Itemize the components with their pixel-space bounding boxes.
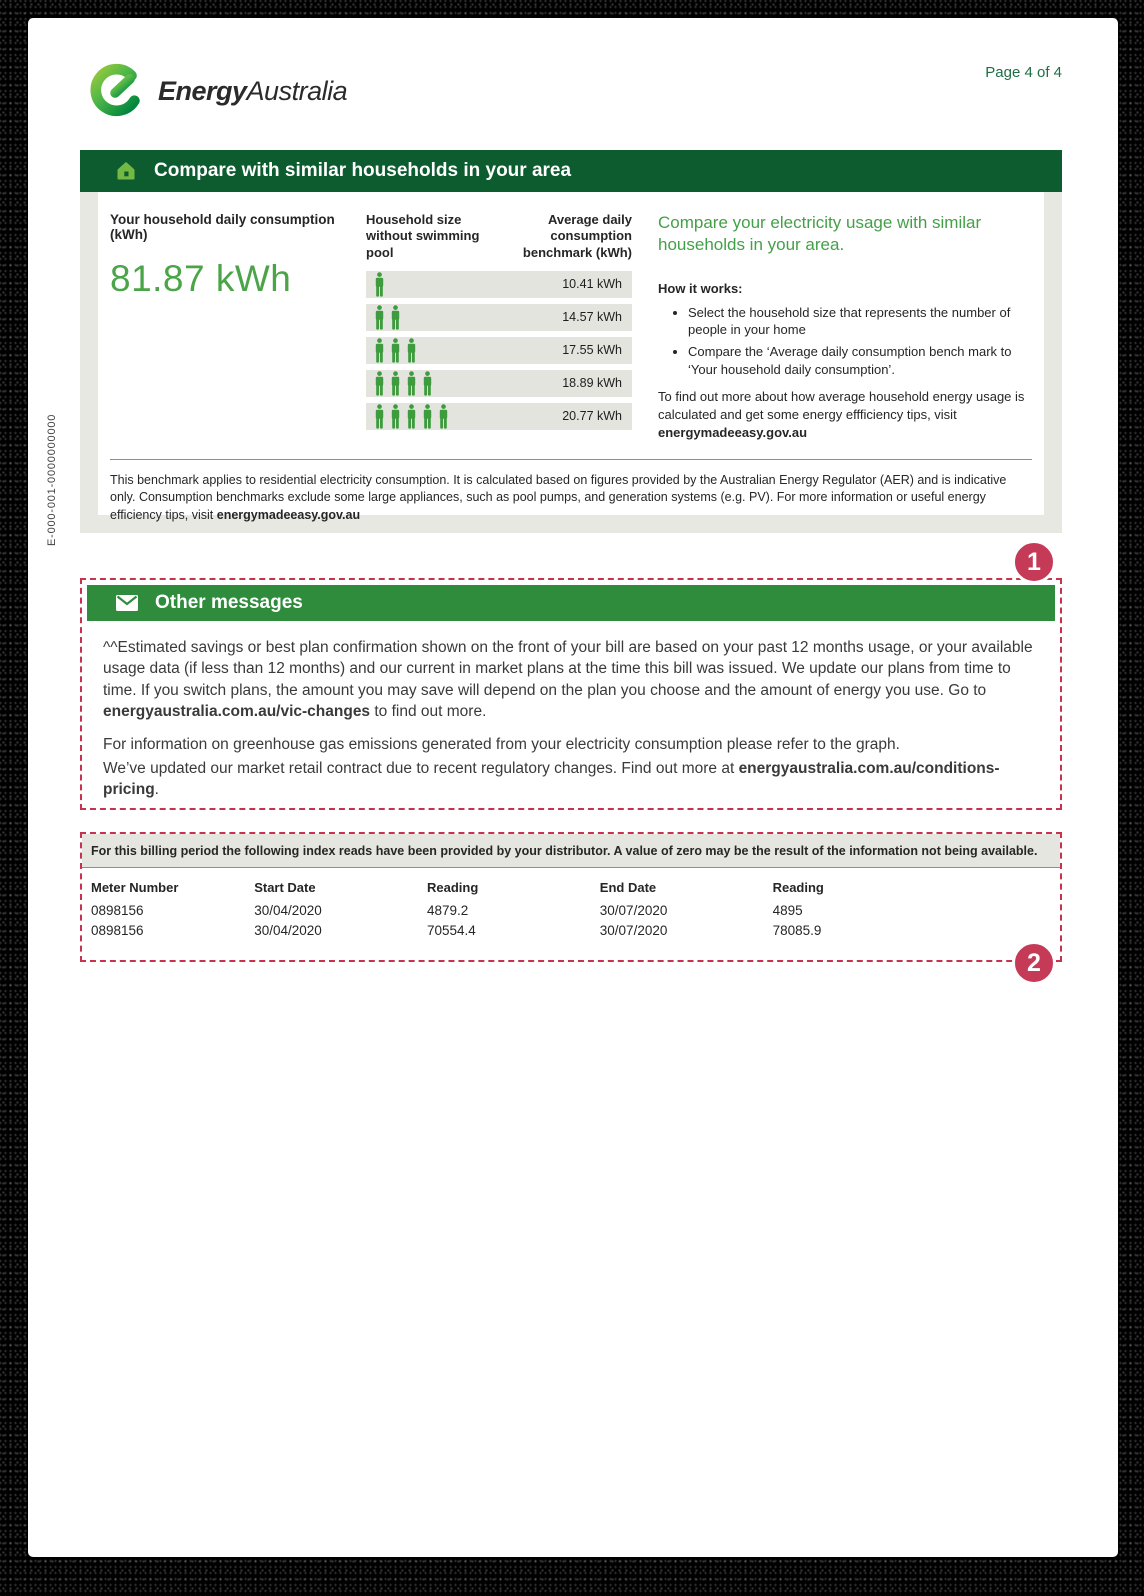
benchmark-row	[366, 304, 632, 331]
message-paragraph-3	[103, 758, 1039, 801]
benchmark-value: 10.41 kWh	[562, 277, 622, 292]
message-paragraph-2: For information on greenhouse gas emissions generated from your electricity consumption please refer to the graph.	[103, 735, 900, 753]
aside-heading: Compare your electricity usage with similar households in your area.	[658, 213, 982, 255]
person-icon	[374, 371, 385, 396]
compare-aside	[658, 212, 1032, 443]
energyaustralia-logo-icon	[88, 62, 146, 120]
table-cell: 30/07/2020	[599, 903, 668, 918]
benchmark-column	[366, 212, 632, 443]
page-number: Page 4 of 4	[985, 64, 1062, 81]
person-icons	[374, 272, 385, 297]
person-icon	[406, 404, 417, 429]
table-row	[91, 901, 1051, 921]
person-icon	[422, 404, 433, 429]
disclaimer-text: This benchmark applies to residential electricity consumption. It is calculated based on figures provided by the Australian Energy Regulator (AER) and is indicative only. Consumption benchmarks exclude some large appliances, such as pool pumps, and generation systems (e.g. PV). For more information or useful energy efficiency tips, visit	[110, 472, 1007, 522]
how-it-works-bullet: • Select the household size that represents the number of people in your home	[688, 304, 1028, 339]
benchmark-disclaimer	[110, 459, 1032, 525]
consumption-value: 81.87 kWh	[110, 258, 292, 299]
how-it-works-label: How it works:	[658, 280, 743, 296]
table-cell: 4895	[772, 903, 803, 918]
message-paragraph-1	[103, 637, 1039, 723]
how-it-works-bullet: • Compare the ‘Average daily consumption bench mark to ‘Your household daily consumption’.	[688, 343, 1028, 378]
table-cell: 30/04/2020	[254, 923, 322, 938]
benchmark-row	[366, 271, 632, 298]
brand-regular: Australia	[246, 75, 348, 106]
table-row	[91, 921, 1051, 941]
person-icon	[390, 338, 401, 363]
person-icon	[374, 272, 385, 297]
person-icons	[374, 404, 449, 429]
person-icon	[374, 305, 385, 330]
consumption-label: Your household daily consumption (kWh)	[110, 212, 335, 242]
disclaimer-link: energymadeeasy.gov.au	[216, 507, 361, 522]
benchmark-rows	[366, 271, 632, 430]
table-column-header: Reading	[426, 880, 479, 895]
person-icon	[390, 404, 401, 429]
table-header-row	[91, 876, 1051, 901]
compare-panel	[80, 192, 1062, 533]
how-it-works-bullets	[688, 304, 1028, 378]
aside-more-text: To find out more about how average household energy usage is calculated and get some energy effficiency tips, visit	[658, 389, 1025, 423]
message-3-text: We’ve updated our market retail contract due to recent regulatory changes. Find out more at	[103, 759, 739, 777]
benchmark-value: 18.89 kWh	[562, 376, 622, 391]
conditions-pricing-link: energyaustralia.com.au/conditions-pricing	[103, 759, 1000, 799]
bill-page	[28, 18, 1118, 1557]
energyaustralia-logo	[88, 62, 347, 120]
benchmark-row	[366, 337, 632, 364]
annotation-badge-1: 1	[1012, 540, 1056, 584]
document-side-code: E-000-001-0000000000	[46, 413, 58, 546]
other-messages-body	[87, 621, 1055, 801]
other-messages-title: Other messages	[155, 592, 303, 613]
annotation-badge-2: 2	[1012, 941, 1056, 985]
index-reads-table	[91, 876, 1051, 941]
table-cell: 4879.2	[426, 903, 469, 918]
person-icon	[390, 371, 401, 396]
person-icon	[390, 305, 401, 330]
brand-bold: Energy	[158, 75, 247, 106]
table-column-header: Reading	[772, 880, 824, 895]
table-cell: 0898156	[91, 903, 144, 918]
table-column-header: End Date	[599, 880, 657, 895]
aside-more-info	[658, 388, 1028, 443]
benchmark-row	[366, 403, 632, 430]
table-body	[91, 901, 1051, 941]
person-icon	[374, 338, 385, 363]
compare-section-title: Compare with similar households in your area	[154, 160, 572, 181]
household-size-header: Household size without swimming pool	[366, 212, 480, 260]
person-icon	[422, 371, 433, 396]
energymadeeasy-link: energymadeeasy.gov.au	[658, 425, 808, 441]
message-3-tail: .	[154, 781, 159, 799]
table-cell: 30/04/2020	[254, 903, 322, 918]
person-icons	[374, 338, 417, 363]
message-1-tail: to find out more.	[370, 703, 487, 721]
house-icon	[114, 159, 138, 183]
page-header	[88, 56, 1062, 126]
message-1-text: ^^Estimated savings or best plan confirmation shown on the front of your bill are based on your past 12 months usage, or your available usage data (if less than 12 months) and our current in market plans at the time this bill was issued. We update our plans from time to time. If you switch plans, the amount you may save will depend on the plan you choose and the amount of energy you use. Go to	[103, 639, 1033, 699]
brand-wordmark	[158, 76, 347, 107]
benchmark-row	[366, 370, 632, 397]
index-reads-table-wrap	[82, 868, 1060, 941]
person-icon	[374, 404, 385, 429]
table-cell: 0898156	[91, 923, 144, 938]
table-cell: 78085.9	[772, 923, 822, 938]
person-icon	[406, 338, 417, 363]
person-icon	[406, 371, 417, 396]
other-messages-section	[80, 547, 1062, 810]
index-reads-section	[80, 832, 1062, 977]
person-icons	[374, 371, 433, 396]
other-messages-header	[87, 585, 1055, 621]
compare-panel-inner	[98, 192, 1044, 522]
benchmark-value: 14.57 kWh	[562, 310, 622, 325]
compare-section-header	[80, 150, 1062, 192]
person-icons	[374, 305, 401, 330]
benchmark-value: 20.77 kWh	[562, 409, 622, 424]
table-cell: 30/07/2020	[599, 923, 668, 938]
table-cell: 70554.4	[426, 923, 476, 938]
consumption-column	[110, 212, 360, 443]
table-column-header: Meter Number	[91, 880, 179, 895]
benchmark-value: 17.55 kWh	[562, 343, 622, 358]
table-column-header: Start Date	[254, 880, 316, 895]
person-icon	[438, 404, 449, 429]
envelope-icon	[115, 594, 139, 612]
index-reads-intro: For this billing period the following index reads have been provided by your distributor. A value of zero may be the result of the information not being available.	[82, 834, 1060, 868]
benchmark-header: Average daily consumption benchmark (kWh)	[522, 212, 632, 260]
vic-changes-link: energyaustralia.com.au/vic-changes	[103, 703, 371, 721]
